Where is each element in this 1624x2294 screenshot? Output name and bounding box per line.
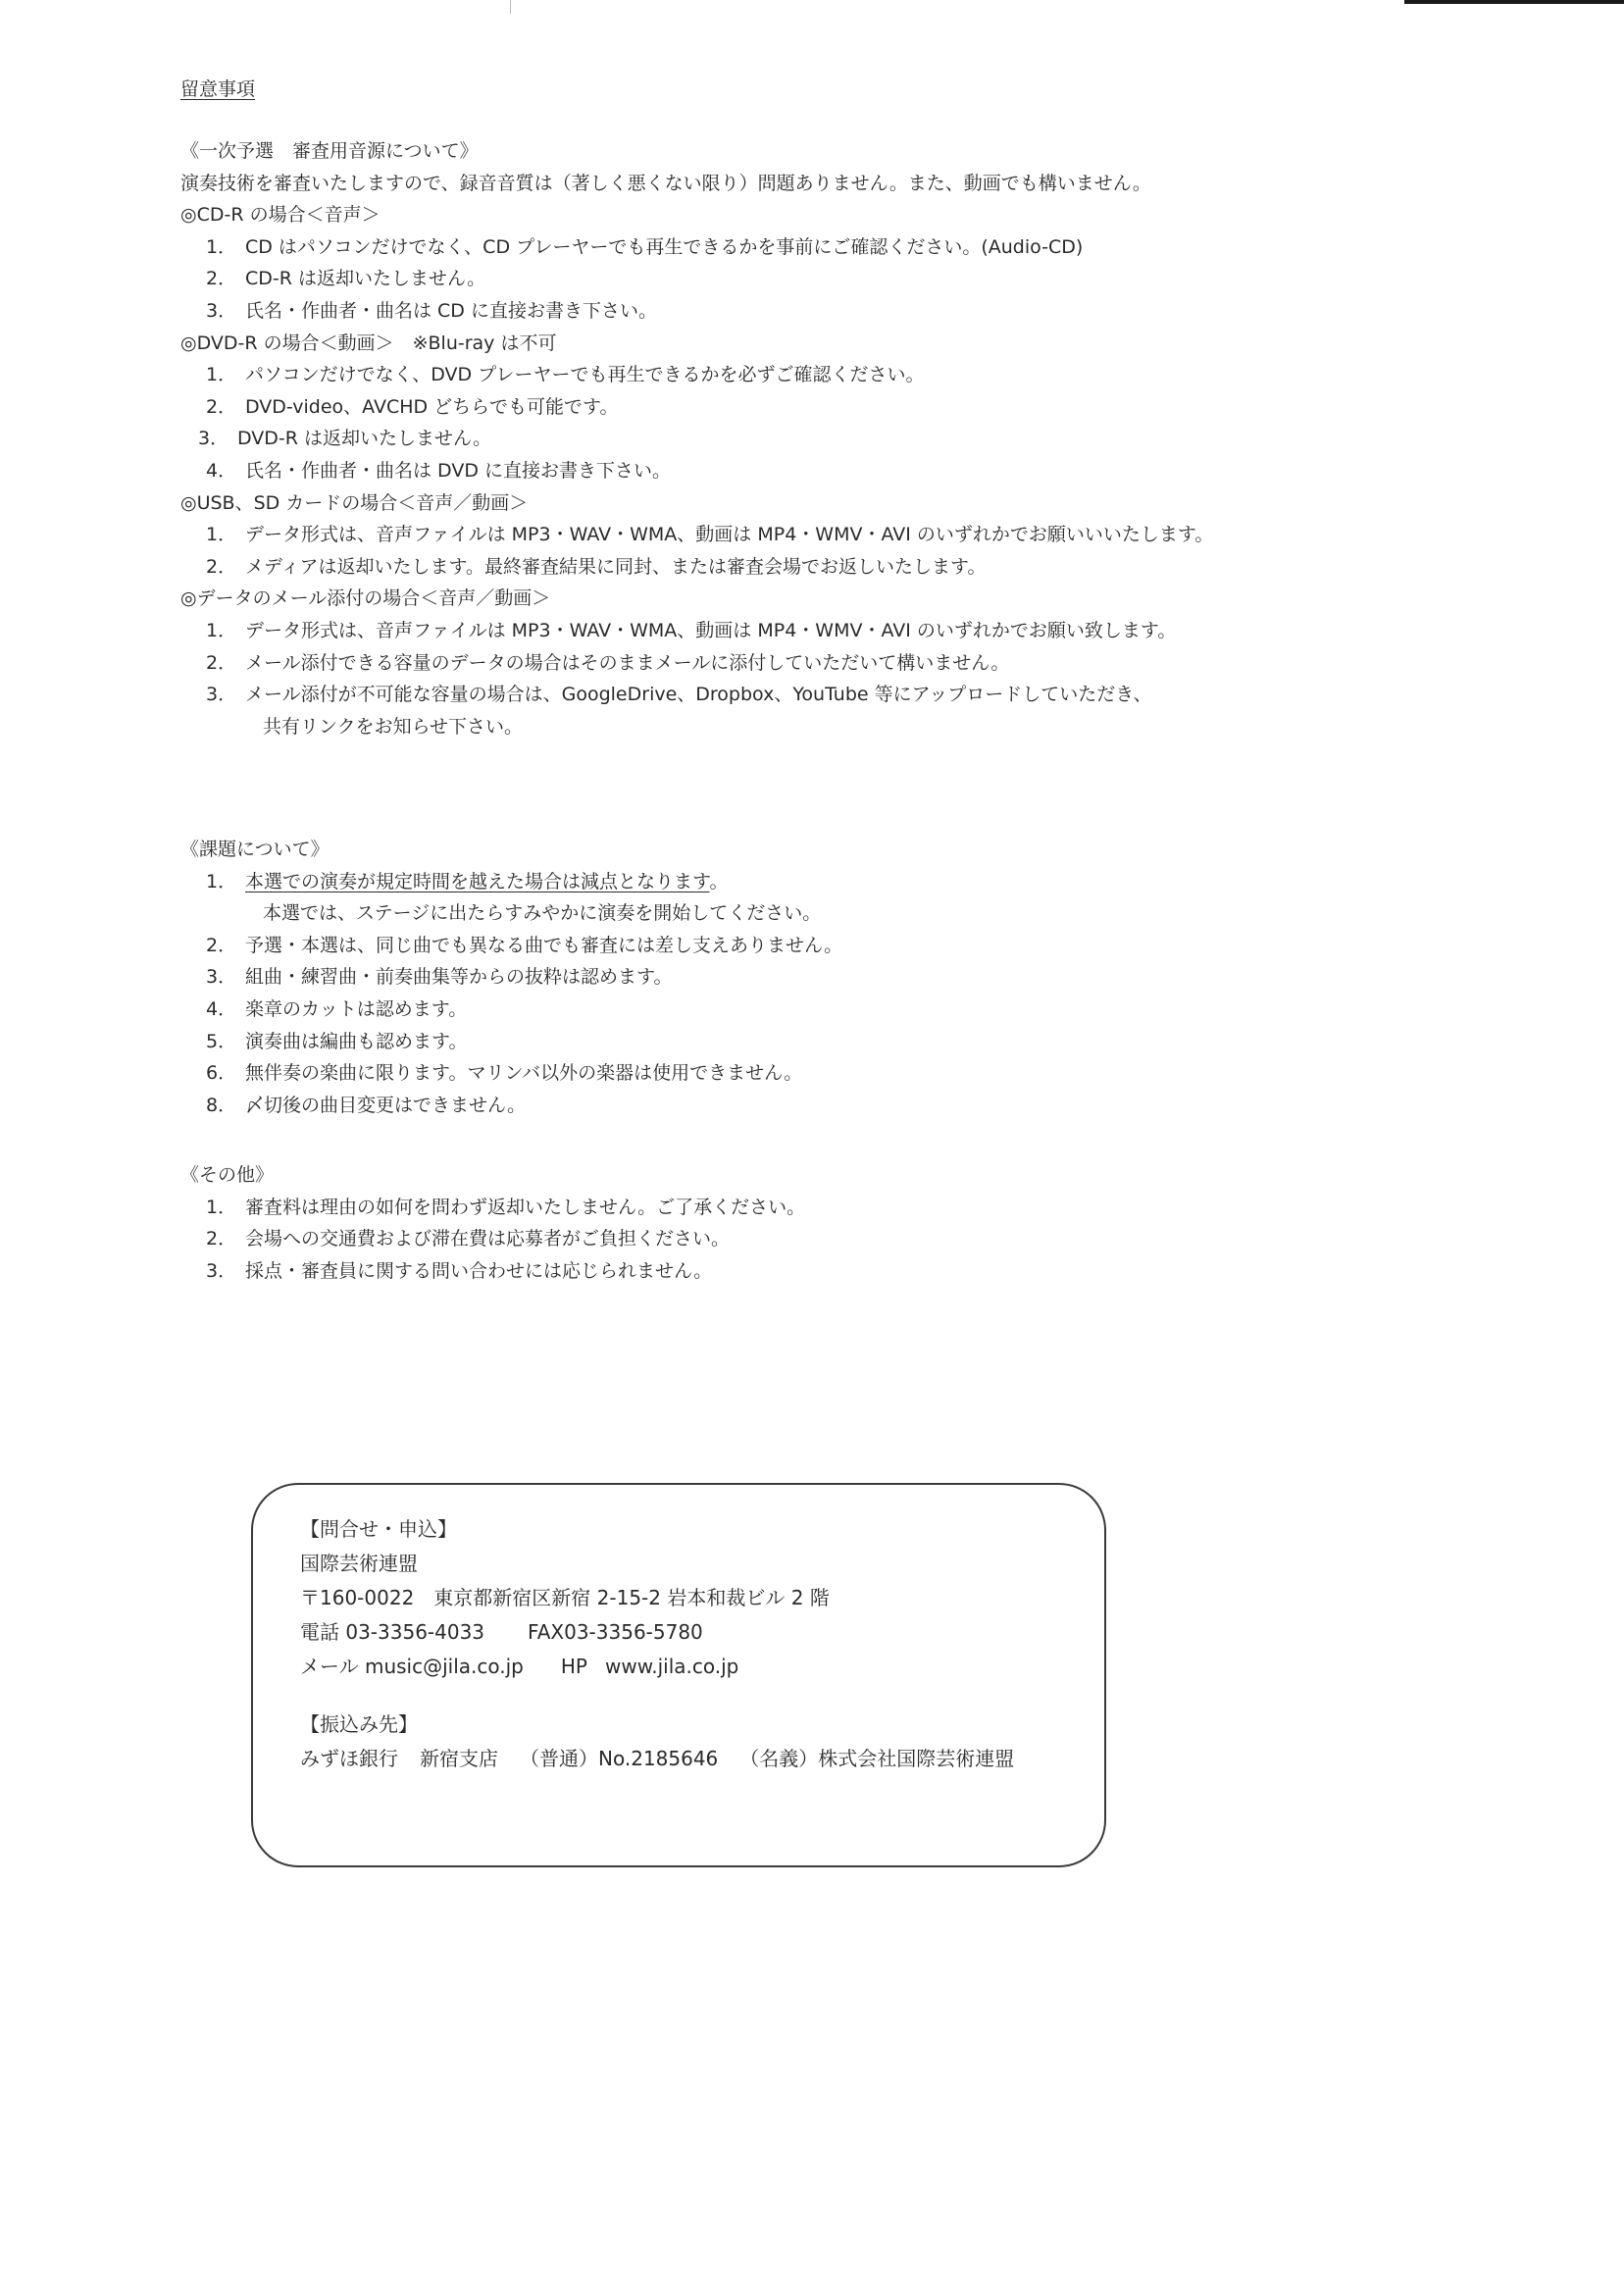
item-number: 3． bbox=[206, 1259, 237, 1282]
item-number: 2． bbox=[206, 268, 237, 290]
list-item bbox=[180, 455, 1455, 487]
tasks-heading: 《課題について》 bbox=[180, 839, 330, 860]
bank-name: みずほ銀行 bbox=[300, 1747, 398, 1770]
fax-number: FAX03-3356-5780 bbox=[528, 1620, 703, 1644]
list-item bbox=[180, 1026, 1455, 1058]
scan-artifact-line bbox=[510, 0, 511, 14]
list-item-continuation: 本選では、ステージに出たらすみやかに演奏を開始してください。 bbox=[263, 902, 822, 925]
item-text: 演奏曲は編曲も認めます。 bbox=[245, 1030, 468, 1052]
list-item bbox=[180, 994, 1455, 1026]
organization-name: 国際芸術連盟 bbox=[300, 1552, 418, 1575]
item-text: メール添付できる容量のデータの場合はそのままメールに添付していただいて構いません。 bbox=[245, 651, 1010, 674]
item-number: 2． bbox=[206, 395, 237, 418]
item-text-underlined: 本選での演奏が規定時間を越えた場合は減点となります bbox=[245, 870, 710, 892]
other-section bbox=[180, 1159, 1455, 1287]
item-number: 1． bbox=[206, 619, 237, 641]
item-text: メール添付が不可能な容量の場合は、GoogleDrive、Dropbox、YouTube 等にアップロードしていただき、 bbox=[245, 684, 1152, 706]
list-item bbox=[180, 1057, 1455, 1090]
item-number: 3． bbox=[206, 684, 237, 706]
other-heading: 《その他》 bbox=[180, 1164, 275, 1186]
item-text: 採点・審査員に関する問い合わせには応じられません。 bbox=[245, 1259, 713, 1282]
address: 東京都新宿区新宿 2-15-2 岩本和裁ビル 2 階 bbox=[433, 1586, 830, 1609]
item-text: パソコンだけでなく、DVD プレーヤーでも再生できるかを必ずご確認ください。 bbox=[245, 364, 925, 386]
email-web-line bbox=[300, 1650, 1014, 1684]
item-number: 1． bbox=[206, 364, 237, 386]
item-number: 5． bbox=[206, 1030, 237, 1052]
item-number: 4． bbox=[206, 459, 237, 482]
list-item bbox=[180, 1255, 1455, 1288]
item-text: 予選・本選は、同じ曲でも異なる曲でも審査には差し支えありません。 bbox=[245, 934, 843, 956]
item-number: 1． bbox=[206, 524, 237, 546]
item-text: CD はパソコンだけでなく、CD プレーヤーでも再生できるかを事前にご確認ください。(Audio-CD) bbox=[245, 235, 1084, 258]
list-item bbox=[180, 295, 1455, 328]
branch-name: 新宿支店 bbox=[420, 1747, 498, 1770]
item-number: 2． bbox=[206, 1228, 237, 1250]
item-number: 4． bbox=[206, 997, 237, 1020]
item-number: 3． bbox=[206, 966, 237, 989]
preliminary-intro: 演奏技術を審査いたしますので、録音音質は（著しく悪くない限り）問題ありません。また、動画でも構いません。 bbox=[180, 172, 1151, 194]
phone-number: 電話 03-3356-4033 bbox=[300, 1620, 485, 1644]
page-heading: 留意事項 bbox=[180, 78, 256, 100]
email-address: メール music@jila.co.jp bbox=[300, 1655, 524, 1678]
preliminary-section bbox=[180, 135, 1455, 742]
item-number: 3． bbox=[198, 428, 229, 450]
item-text: 無伴奏の楽曲に限ります。マリンバ以外の楽器は使用できません。 bbox=[245, 1062, 803, 1085]
item-text-end: 。 bbox=[709, 870, 729, 892]
transfer-heading: 【振込み先】 bbox=[300, 1712, 418, 1736]
list-item bbox=[180, 961, 1455, 994]
list-item bbox=[180, 866, 1455, 898]
contact-content bbox=[300, 1512, 1014, 1776]
item-text: DVD-video、AVCHD どちらでも可能です。 bbox=[245, 395, 619, 418]
item-text: データ形式は、音声ファイルは MP3・WAV・WMA、動画は MP4・WMV・AVI のいずれかでお願いいいたします。 bbox=[245, 524, 1214, 546]
website: www.jila.co.jp bbox=[604, 1655, 739, 1678]
item-number: 2． bbox=[206, 651, 237, 674]
item-number: 2． bbox=[206, 934, 237, 956]
list-item bbox=[180, 519, 1455, 551]
postal-code: 〒160-0022 bbox=[300, 1586, 415, 1609]
cdr-title: ◎CD-R の場合＜音声＞ bbox=[180, 204, 381, 227]
list-item bbox=[180, 930, 1455, 962]
account-number: （普通）No.2185646 bbox=[520, 1747, 719, 1770]
list-item bbox=[180, 1090, 1455, 1122]
list-item bbox=[180, 551, 1455, 584]
item-text: 氏名・作曲者・曲名は DVD に直接お書き下さい。 bbox=[245, 459, 672, 482]
list-item bbox=[180, 391, 1455, 424]
list-item-continuation: 共有リンクをお知らせ下さい。 bbox=[263, 715, 524, 738]
list-item bbox=[180, 679, 1455, 711]
bank-line bbox=[300, 1742, 1014, 1776]
list-item bbox=[180, 423, 1455, 455]
phone-fax-line bbox=[300, 1615, 1014, 1650]
list-item bbox=[180, 263, 1455, 295]
list-item bbox=[180, 1223, 1455, 1255]
dvdr-title: ◎DVD-R の場合＜動画＞ ※Blu-ray は不可 bbox=[180, 331, 557, 354]
account-holder: （名義）株式会社国際芸術連盟 bbox=[739, 1747, 1015, 1770]
item-number: 6． bbox=[206, 1062, 237, 1085]
item-number: 3． bbox=[206, 299, 237, 322]
item-number: 2． bbox=[206, 555, 237, 578]
item-text: 氏名・作曲者・曲名は CD に直接お書き下さい。 bbox=[245, 299, 657, 322]
list-item bbox=[180, 231, 1455, 264]
item-text: 会場への交通費および滞在費は応募者がご負担ください。 bbox=[245, 1228, 731, 1250]
tasks-section bbox=[180, 834, 1455, 1121]
mail-title: ◎データのメール添付の場合＜音声／動画＞ bbox=[180, 587, 551, 610]
address-line bbox=[300, 1581, 1014, 1615]
list-item bbox=[180, 615, 1455, 647]
hp-label: HP bbox=[560, 1655, 587, 1678]
list-item bbox=[180, 359, 1455, 391]
item-text: 組曲・練習曲・前奏曲集等からの抜粋は認めます。 bbox=[245, 966, 673, 989]
item-number: 1． bbox=[206, 235, 237, 258]
spacer bbox=[300, 1684, 1014, 1708]
preliminary-heading: 《一次予選 審査用音源について》 bbox=[180, 140, 479, 162]
list-item bbox=[180, 647, 1455, 680]
item-text: データ形式は、音声ファイルは MP3・WAV・WMA、動画は MP4・WMV・AVI のいずれかでお願い致します。 bbox=[245, 619, 1177, 641]
item-number: 1． bbox=[206, 1196, 237, 1218]
item-text: メディアは返却いたします。最終審査結果に同封、または審査会場でお返しいたします。 bbox=[245, 555, 987, 578]
usb-title: ◎USB、SD カードの場合＜音声／動画＞ bbox=[180, 491, 529, 514]
item-number: 8． bbox=[206, 1094, 237, 1116]
item-text: 審査料は理由の如何を問わず返却いたしません。ご了承ください。 bbox=[245, 1196, 806, 1218]
item-text: 〆切後の曲目変更はできません。 bbox=[245, 1094, 527, 1116]
item-text: 楽章のカットは認めます。 bbox=[245, 997, 468, 1020]
scan-edge-mark bbox=[1404, 0, 1624, 4]
item-text: CD-R は返却いたしません。 bbox=[245, 268, 486, 290]
list-item bbox=[180, 1192, 1455, 1224]
item-number: 1． bbox=[206, 870, 237, 892]
inquiry-heading: 【問合せ・申込】 bbox=[300, 1517, 457, 1541]
contact-box bbox=[251, 1483, 1106, 1867]
item-text: DVD-R は返却いたしません。 bbox=[237, 428, 492, 450]
